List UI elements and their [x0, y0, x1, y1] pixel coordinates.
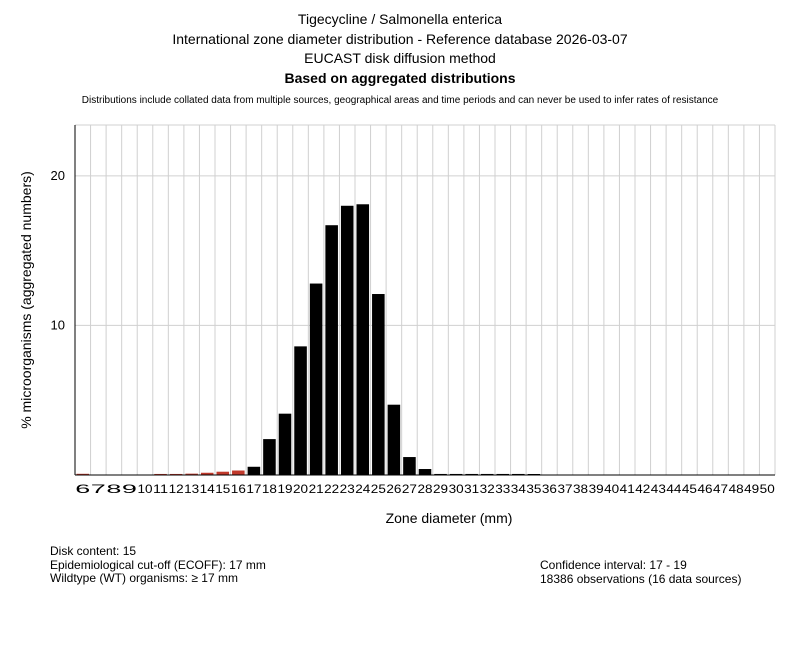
x-tick-label: 45 [681, 482, 698, 496]
bar-27 [403, 457, 416, 475]
bar-26 [388, 405, 401, 475]
x-tick-label: 35 [526, 482, 542, 496]
x-tick-label: 13 [184, 482, 200, 496]
x-tick-label: 47 [713, 482, 729, 496]
x-tick-label: 44 [666, 482, 682, 496]
x-tick-label: 40 [604, 482, 620, 496]
x-tick-label: 7 [90, 482, 107, 496]
x-tick-label: 17 [246, 482, 262, 496]
bar-24 [357, 204, 370, 475]
method-label: EUCAST disk diffusion method [304, 50, 496, 66]
x-tick-label: 27 [401, 482, 418, 496]
x-tick-label: 16 [230, 482, 247, 496]
x-tick-label: 37 [557, 482, 573, 496]
x-tick-label: 18 [261, 482, 278, 496]
bar-28 [419, 469, 432, 475]
x-tick-label: 38 [573, 482, 589, 496]
x-tick-label: 11 [153, 482, 169, 496]
bar-17 [248, 467, 261, 475]
x-tick-label: 28 [417, 482, 433, 496]
x-tick-label: 50 [759, 482, 776, 496]
bar-25 [372, 294, 385, 475]
wildtype-info: Wildtype (WT) organisms: ≥ 17 mm [50, 571, 238, 585]
x-tick-label: 10 [137, 482, 153, 496]
ecoff-info: Epidemiological cut-off (ECOFF): 17 mm [50, 557, 266, 572]
x-tick-label: 48 [728, 482, 744, 496]
y-tick-label: 20 [50, 167, 65, 183]
x-tick-label: 30 [448, 482, 464, 496]
confidence-interval: Confidence interval: 17 - 19 [540, 558, 687, 572]
x-tick-label: 41 [619, 482, 636, 496]
x-tick-label: 46 [697, 482, 713, 496]
x-tick-label: 14 [199, 482, 216, 496]
x-tick-label: 36 [541, 482, 558, 496]
x-tick-label: 25 [370, 482, 387, 496]
x-tick-label: 34 [510, 482, 527, 496]
x-tick-label: 39 [588, 482, 604, 496]
bar-20 [294, 346, 307, 475]
x-tick-label: 20 [293, 482, 309, 496]
bar-21 [310, 284, 323, 475]
x-tick-label: 31 [464, 482, 480, 496]
chart-subtitle: International zone diameter distribution - Reference database 2026-03-07 [172, 30, 628, 47]
chart-title: Tigecycline / Salmonella enterica [297, 11, 503, 27]
x-tick-label: 21 [308, 482, 324, 496]
x-tick-label: 15 [215, 482, 231, 496]
bar-22 [325, 225, 338, 475]
x-tick-label: 43 [650, 482, 667, 496]
x-tick-label: 9 [121, 482, 138, 496]
x-tick-label: 49 [744, 482, 760, 496]
x-tick-label: 8 [106, 482, 123, 496]
x-tick-label: 12 [168, 482, 184, 496]
bar-18 [263, 439, 276, 475]
x-tick-label: 33 [495, 482, 511, 496]
x-axis-title: Zone diameter (mm) [385, 510, 513, 526]
x-tick-label: 6 [75, 482, 92, 496]
x-tick-label: 26 [386, 482, 402, 496]
x-tick-label: 29 [433, 482, 449, 496]
disclaimer-note: Distributions include collated data from multiple sources, geographical areas and time periods and can never be used to infer rates of resistance [81, 95, 719, 106]
x-tick-label: 23 [339, 482, 356, 496]
observations-count: 18386 observations (16 data sources) [540, 571, 742, 586]
info-right [540, 559, 741, 586]
disk-content: Disk content: 15 [50, 544, 137, 558]
bar-19 [279, 414, 292, 475]
info-left [50, 545, 266, 586]
x-tick-label: 32 [479, 482, 496, 496]
x-tick-label: 42 [635, 482, 651, 496]
basis-label: Based on aggregated distributions [284, 69, 516, 86]
y-tick-label: 10 [50, 317, 65, 333]
bar-23 [341, 206, 354, 475]
bar-16 [232, 471, 245, 475]
y-axis-title: % microorganisms (aggregated numbers) [18, 171, 34, 429]
x-tick-label: 19 [277, 482, 293, 496]
x-tick-label: 24 [355, 482, 371, 496]
x-tick-label: 22 [324, 482, 340, 496]
